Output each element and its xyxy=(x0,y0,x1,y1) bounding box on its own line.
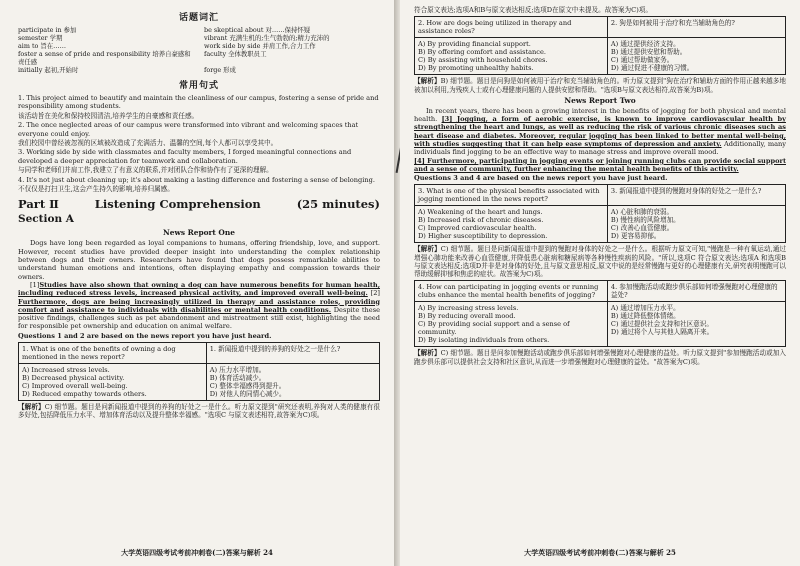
option: C) Improved cardiovascular health. xyxy=(418,224,537,233)
analysis-text: C) 细节题。题目是问参加慢跑活动或跑步俱乐部如何增强慢跑对心理健康的益处。听力原文提到"参加慢跑活动或加入跑步俱乐部可以提供社会支持和社区意识,从而进一步增强慢跑对心理健康的益处。"故答案为C)项。 xyxy=(414,349,786,366)
option: A) 压力水平增加。 xyxy=(209,365,266,374)
option: A) 通过提供经济支持。 xyxy=(610,40,680,49)
option: A) Weakening of the heart and lungs. xyxy=(418,208,543,217)
vocab-item: initially 起初,开始时 xyxy=(18,66,79,74)
question-2-table xyxy=(414,16,786,75)
option: C) 通过提供社会支持和社区意识。 xyxy=(610,320,713,329)
option: D) 更容易抑郁。 xyxy=(610,232,661,241)
sentence-en: 3. Working side by side with classmates and faculty members, I forged meaningful connections and developed a deeper appreciation for teamwork and collaboration. xyxy=(18,148,352,165)
option: D) Reduced empathy towards others. xyxy=(22,389,147,398)
vocab-item: work side by side 并肩工作,合力工作 xyxy=(204,42,316,50)
news-one-paragraph-1: Dogs have long been regarded as loyal companions to humans, offering friendship, love, and support. However, recent studies have provided deeper insight into understanding the complex relationship between dogs and their owners. Researchers have found that dogs possess remarkable abilities to understand human emotions and intentions, often displaying empathy and compassion towards their owners. xyxy=(18,239,380,281)
news-two-paragraph-2 xyxy=(414,157,786,174)
option: B) Decreased physical activity. xyxy=(22,373,125,382)
paragraph-tail: Despite these positive findings, challenges such as pet abandonment and mistreatment still exist, highlighting the need for responsible pet ownership and education on animal welfare. xyxy=(18,305,380,331)
left-page xyxy=(0,0,394,566)
continued-analysis: 符合原文表达;选项A和B与原文表达相反;选项D在原文中未提及。故答案为C)项。 xyxy=(414,6,652,14)
analysis-text: B) 细节题。题目是问狗是如何被用于治疗和充当辅助角色的。听力原文提到"狗在治疗和辅助方面的作用正越来越多地被加以利用,为残疾人士或有心理健康问题的人提供安慰和帮助。"选项B与原文表达相符,故答案为B)项。 xyxy=(414,77,787,94)
vocab-item: be skeptical about 对……保持怀疑 xyxy=(204,26,311,34)
option: D) By isolating individuals from others. xyxy=(418,336,550,345)
sentence-cn: 与同学和老师们并肩工作,我建立了有意义的联系,并对团队合作和协作有了更深的理解。 xyxy=(18,166,273,175)
question-3-table xyxy=(414,184,786,243)
question-3-cn: 3. 新闻报道中提到的慢跑对身体的好处之一是什么? xyxy=(607,185,785,206)
analysis-4 xyxy=(414,349,786,366)
vocab-item: aim to 旨在…… xyxy=(18,42,66,50)
option: B) 体育活动减少。 xyxy=(209,373,266,382)
question-4-options-cn xyxy=(607,302,785,347)
option: C) 整体幸福感得到提升。 xyxy=(209,381,286,390)
underlined-answer-4: [4] Furthermore, participating in jogging events or joining running clubs can provide social support and a sense of community, further enhancing the mental health benefits of this activity. xyxy=(414,156,786,173)
analysis-1 xyxy=(18,403,380,420)
question-1-table xyxy=(18,342,380,401)
sentence-cn: 该活动旨在美化和保持校园清洁,培养学生的自豪感和责任感。 xyxy=(18,111,199,120)
underlined-answer-3: [3] Jogging, a form of aerobic exercise, is known to improve cardiovascular health by strengthening the heart and lungs, as well as reducing the risk of various chronic diseases such as heart disease and diabetes. Moreover, regular jogging has been linked to better mental well-being, with studies suggesting that it can help ease symptoms of depression and anxiety. xyxy=(414,115,786,149)
sentence-list xyxy=(18,94,380,193)
option: A) By increasing stress levels. xyxy=(418,304,519,313)
marker-1: [1] xyxy=(30,280,40,289)
question-4-cn: 4. 参加慢跑活动或跑步俱乐部如何增强慢跑对心理健康的益处? xyxy=(607,281,785,302)
question-2-options-cn xyxy=(607,38,785,75)
option: B) By offering comfort and assistance. xyxy=(418,48,546,57)
option: A) Increased stress levels. xyxy=(22,365,110,374)
vocab-item: semester 学期 xyxy=(18,34,63,42)
option: D) 对他人的同情心减少。 xyxy=(209,389,286,398)
sentences-title: 常用句式 xyxy=(178,81,219,91)
option: B) Increased risk of chronic diseases. xyxy=(418,216,544,225)
section-heading: Section A xyxy=(18,213,74,226)
option: B) 通过降低整体情绪。 xyxy=(610,312,680,321)
question-2-options-en xyxy=(415,38,608,75)
option: A) 通过增加压力水平。 xyxy=(610,304,680,313)
left-footer: 大学英语四级考试考前冲刺卷(二)答案与解析 24 xyxy=(121,548,273,557)
analysis-label: 【解析】 xyxy=(18,402,45,411)
option: B) By reducing overall mood. xyxy=(418,312,516,321)
sentence-en: 1. This project aimed to beautify and maintain the cleanliness of our campus, fostering a sense of pride and responsibility among students. xyxy=(18,94,379,111)
news-report-two-title: News Report Two xyxy=(564,95,636,105)
sentence-cn: 我们校园中曾经被忽视的区域被改造成了充满活力、温馨的空间,每个人都可以享受其中。 xyxy=(18,139,278,148)
analysis-3 xyxy=(414,245,786,278)
part-title: Listening Comprehension xyxy=(94,197,261,212)
option: C) By assisting with household chores. xyxy=(418,56,548,65)
part-label: Part Ⅱ xyxy=(18,197,59,212)
paragraph-text: In recent years, there has been a growing interest in the benefits of jogging for both physical and mental health. xyxy=(414,106,786,124)
option: D) 通过将个人与其他人隔离开来。 xyxy=(610,328,714,337)
question-1-options-cn xyxy=(206,363,379,400)
analysis-label: 【解析】 xyxy=(414,349,441,358)
vocab-item: faculty 全体教职员工 xyxy=(204,50,267,58)
news-one-paragraph-2 xyxy=(18,281,380,331)
option: C) 改善心血管健康。 xyxy=(610,224,674,233)
analysis-text: C) 细节题。题目是问新闻报道中提到的慢跑对身体的好处之一是什么。根据听力原文可知,"慢跑是一种有氧运动,通过增强心肺功能来改善心血管健康,并降低患心脏病和糖尿病等各种慢性疾病的风险。"所以,选项C 符合原文表达;选项A 和选项B 与原文表达相反;选项D并非是对身体的好处,且与原文意思相反,原文中说的是经常慢跑与更好的心理健康有关,研究表明慢跑可以帮助缓解抑郁和焦虑的症状。故答案为C)项。 xyxy=(414,245,787,279)
part-time: (25 minutes) xyxy=(296,197,380,212)
questions-1-2-heading: Questions 1 and 2 are based on the news report you have just heard. xyxy=(18,331,272,340)
option: A) By providing financial support. xyxy=(418,40,531,49)
vocab-item: participate in 参加 xyxy=(18,26,77,34)
question-4-en: 4. How can participating in jogging events or running clubs enhance the mental health benefits of jogging? xyxy=(415,281,608,302)
vocab-title: 话题词汇 xyxy=(178,13,219,23)
part-heading xyxy=(18,197,380,211)
option: D) 通过促进不健康的习惯。 xyxy=(610,64,694,73)
option: C) 通过帮助做家务。 xyxy=(610,56,674,65)
option: B) 慢性病的风险增加。 xyxy=(610,216,680,225)
underlined-answer-1: Studies have also shown that owning a dog can have numerous benefits for human health, including reduced stress levels, increased physical activity, and improved overall well-being. xyxy=(18,280,380,298)
right-page xyxy=(400,0,800,566)
news-two-paragraph-1 xyxy=(414,107,786,157)
question-3-en: 3. What is one of the physical benefits associated with jogging mentioned in the news report? xyxy=(415,185,608,206)
paragraph-text: Additionally, many individuals find jogging to be an effective way to manage stress and improve overall mood. xyxy=(414,140,787,157)
option: C) Improved overall well-being. xyxy=(22,381,128,390)
question-1-en: 1. What is one of the benefits of owning a dog mentioned in the news report? xyxy=(19,342,207,363)
option: D) Higher susceptibility to depression. xyxy=(418,232,548,241)
vocab-list xyxy=(18,26,380,74)
question-4-options-en xyxy=(415,302,608,347)
questions-3-4-heading: Questions 3 and 4 are based on the news report you have just heard. xyxy=(414,174,668,183)
vocab-item: foster a sense of pride and responsibility 培养自豪感和责任感 xyxy=(18,50,191,66)
question-4-table xyxy=(414,280,786,347)
sentence-en: 2. The once neglected areas of our campus were transformed into vibrant and welcoming spaces that everyone could enjoy. xyxy=(18,121,359,138)
question-2-cn: 2. 狗是如何被用于治疗和充当辅助角色的? xyxy=(607,17,785,38)
question-1-options-en xyxy=(19,363,207,400)
analysis-label: 【解析】 xyxy=(414,77,441,86)
underlined-answer-2: Furthermore, dogs are being increasingly utilized in therapy and assistance roles, providing comfort and assistance to individuals with disabilities or mental health conditions. xyxy=(18,297,380,314)
vocab-item: forge 形成 xyxy=(204,66,236,74)
right-footer: 大学英语四级考试考前冲刺卷(二)答案与解析 25 xyxy=(524,548,676,557)
vocab-item: vibrant 充满生机的;生气勃勃的;精力充沛的 xyxy=(204,34,330,42)
news-report-one-title: News Report One xyxy=(163,228,235,238)
sentence-cn: 不仅仅是打扫卫生,这会产生持久的影响,培养归属感。 xyxy=(18,185,174,194)
analysis-text: C) 细节题。题目是问新闻报道中提到的养狗的好处之一是什么。听力原文提到"研究还表明,养狗对人类的健康有很多好处,包括降低压力水平、增加体育活动以及提升整体幸福感。"选项C 与原文表述相符,故答案为C)项。 xyxy=(18,402,381,420)
analysis-2 xyxy=(414,77,786,94)
sentence-en: 4. It's not just about cleaning up; it's about making a lasting difference and fostering a sense of belonging. xyxy=(18,175,375,184)
question-3-options-en xyxy=(415,206,608,243)
analysis-label: 【解析】 xyxy=(414,245,441,254)
question-2-en: 2. How are dogs being utilized in therapy and assistance roles? xyxy=(415,17,608,38)
marker-2: [2] xyxy=(367,289,380,298)
option: B) 通过提供安慰和帮助。 xyxy=(610,48,687,57)
question-3-options-cn xyxy=(607,206,785,243)
option: D) By promoting unhealthy habits. xyxy=(418,64,534,73)
option: A) 心脏和肺的衰弱。 xyxy=(610,208,674,217)
question-1-cn: 1. 新闻报道中提到的养狗的好处之一是什么? xyxy=(206,342,379,363)
option: C) By providing social support and a sense of community. xyxy=(418,320,570,337)
